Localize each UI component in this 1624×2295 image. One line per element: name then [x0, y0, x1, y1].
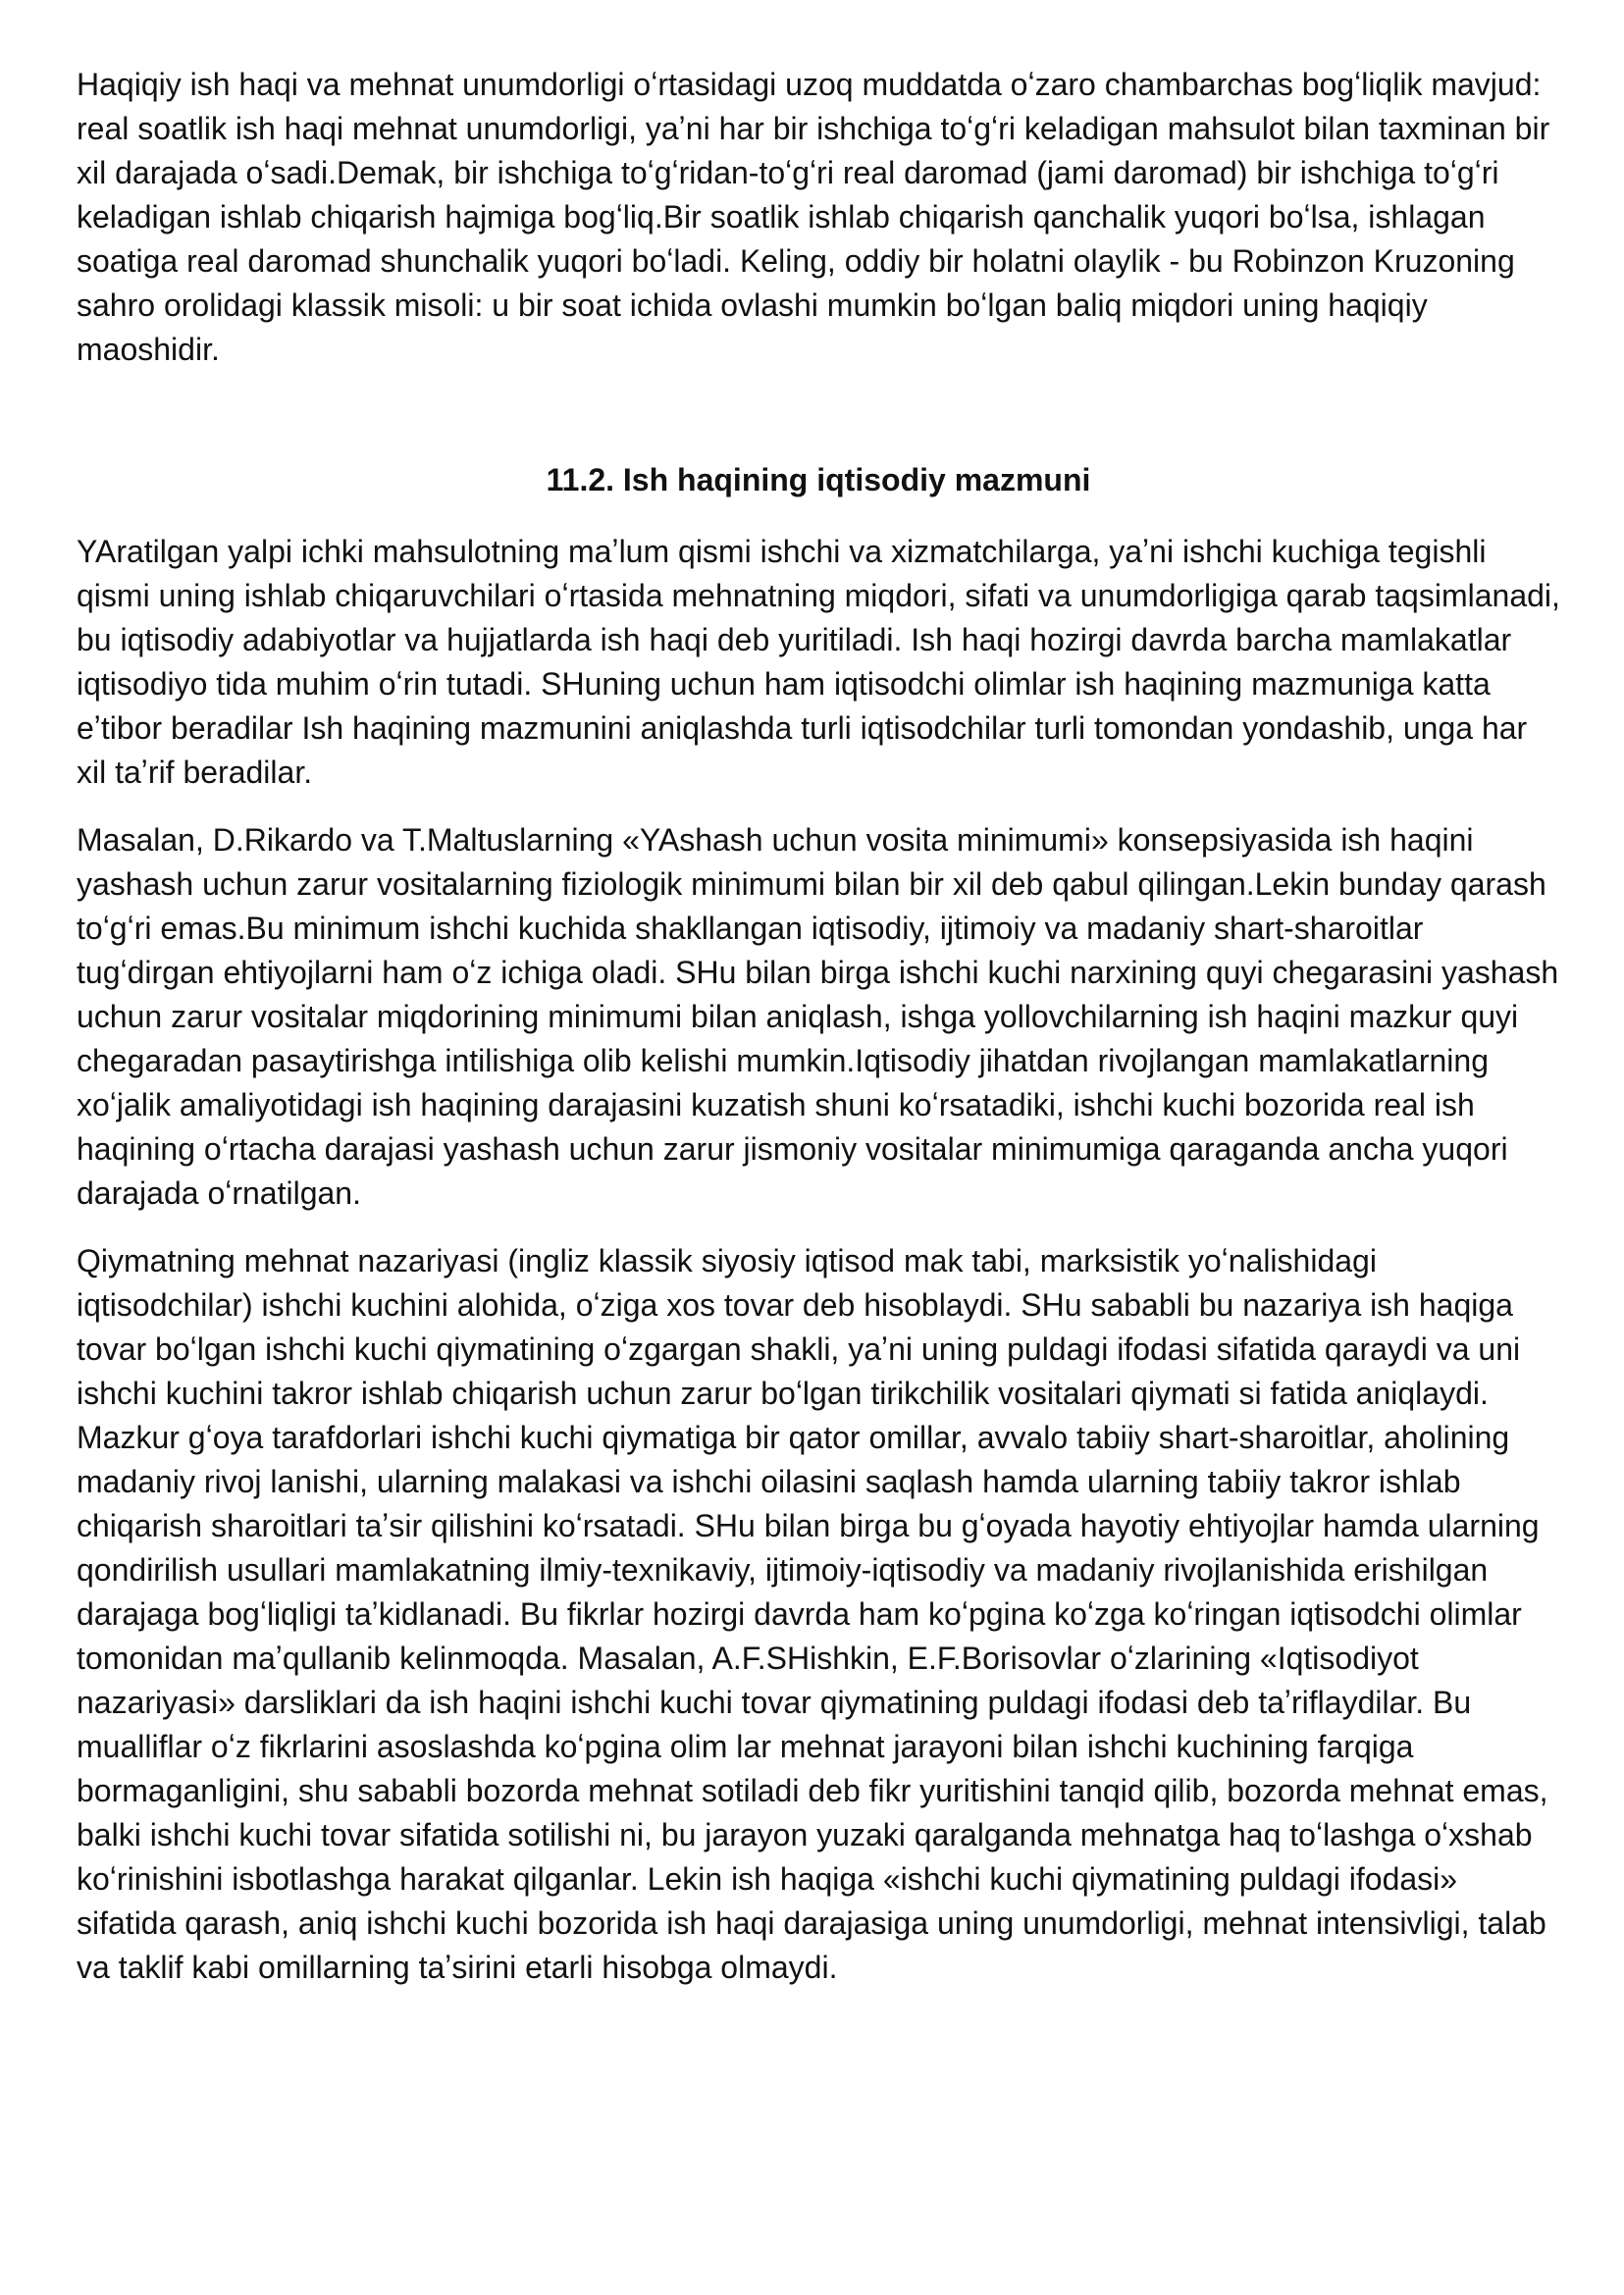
document-page	[77, 63, 1560, 1990]
body-paragraph-1: YAratilgan yalpi ichki mahsulotning maʼlum qismi ishchi va xizmatchilarga, yaʼni ishchi kuchiga tegishli qismi uning ishlab chiqaruvchilari oʻrtasida mehnatning miqdori, sifati va unumdorligiga qarab taqsimlanadi, bu iqtisodiy adabiyotlar va hujjatlarda ish haqi deb yuritiladi. Ish haqi hozirgi davrda barcha mamlakatlar iqtisodiyo tida muhim oʻrin tutadi. SHuning uchun ham iqtisodchi olimlar ish haqining mazmuniga katta eʼtibor beradilar Ish haqining mazmunini aniqlashda turli iqtisodchilar turli tomondan yondashib, unga har xil taʼrif beradilar.	[77, 534, 1560, 790]
body-paragraph-2: Masalan, D.Rikardo va T.Maltuslarning «YAshash uchun vosita minimumi» konsepsiyasida ish haqini yashash uchun zarur vositalarning fiziologik minimumi bilan bir xil deb qabul qilingan.Lekin bunday qarash toʻgʻri emas.Bu minimum ishchi kuchida shakllangan iqtisodiy, ijtimoiy va madaniy shart-sharoitlar tugʻdirgan ehtiyojlarni ham oʻz ichiga oladi. SHu bilan birga ishchi kuchi narxining quyi chegarasini yashash uchun zarur vositalar miqdorining minimumi bilan aniqlash, ishga yollovchilarning ish haqini mazkur quyi chegaradan pasaytirishga intilishiga olib kelishi mumkin.Iqtisodiy jihatdan rivojlangan mamlakatlarning xoʻjalik amaliyotidagi ish haqining darajasini kuzatish shuni koʻrsatadiki, ishchi kuchi bozorida real ish haqining oʻrtacha darajasi yashash uchun zarur jismoniy vositalar minimumiga qaraganda ancha yuqori darajada oʻrnatilgan.	[77, 822, 1559, 1211]
intro-paragraph: Haqiqiy ish haqi va mehnat unumdorligi oʻrtasidagi uzoq muddatda oʻzaro chambarchas bogʻliqlik mavjud: real soatlik ish haqi mehnat unumdorligi, yaʼni har bir ishchiga toʻgʻri keladigan mahsulot bilan taxminan bir xil darajada oʻsadi.Demak, bir ishchiga toʻgʻridan-toʻgʻri real daromad (jami daromad) bir ishchiga toʻgʻri keladigan ishlab chiqarish hajmiga bogʻliq.Bir soatlik ishlab chiqarish qanchalik yuqori boʻlsa, ishlagan soatiga real daromad shunchalik yuqori boʻladi. Keling, oddiy bir holatni olaylik - bu Robinzon Kruzoning sahro orolidagi klassik misoli: u bir soat ichida ovlashi mumkin boʻlgan baliq miqdori uning haqiqiy maoshidir.	[77, 67, 1550, 367]
section-heading: 11.2. Ish haqining iqtisodiy mazmuni	[546, 462, 1091, 497]
body-paragraph-3: Qiymatning mehnat nazariyasi (ingliz klassik siyosiy iqtisod mak tabi, marksistik yoʻnalishidagi iqtisodchilar) ishchi kuchini alohida, oʻziga xos tovar deb hisoblaydi. SHu sababli bu nazariya ish haqiga tovar boʻlgan ishchi kuchi qiymatining oʻzgargan shakli, yaʼni uning puldagi ifodasi sifatida qaraydi va uni ishchi kuchini takror ishlab chiqarish uchun zarur boʻlgan tirikchilik vositalari qiymati si fatida aniqlaydi. Mazkur gʻoya tarafdorlari ishchi kuchi qiymatiga bir qator omillar, avvalo tabiiy shart-sharoitlar, aholining madaniy rivoj lanishi, ularning malakasi va ishchi oilasini saqlash hamda ularning tabiiy takror ishlab chiqarish sharoitlari taʼsir qilishini koʻrsatadi. SHu bilan birga bu gʻoyada hayotiy ehtiyojlar hamda ularning qondirilish usullari mamlakatning ilmiy-texnikaviy, ijtimoiy-iqtisodiy va madaniy rivojlanishida erishilgan darajaga bogʻliqligi taʼkidlanadi. Bu fikrlar hozirgi davrda ham koʻpgina koʻzga koʻringan iqtisodchi olimlar tomonidan maʼqullanib kelinmoqda. Masalan, A.F.SHishkin, E.F.Borisovlar oʻzlarining «Iqtisodiyot nazariyasi» darsliklari da ish haqini ishchi kuchi tovar qiymatining puldagi ifodasi deb taʼriflaydilar. Bu mualliflar oʻz fikrlarini asoslashda koʻpgina olim lar mehnat jarayoni bilan ishchi kuchining farqiga bormaganligini, shu sababli bozorda mehnat sotiladi deb fikr yuritishini tanqid qilib, bozorda mehnat emas, balki ishchi kuchi tovar sifatida sotilishi ni, bu jarayon yuzaki qaralganda mehnatga haq toʻlashga oʻxshab koʻrinishini isbotlashga harakat qilganlar. Lekin ish haqiga «ishchi kuchi qiymatining puldagi ifodasi» sifatida qarash, aniq ishchi kuchi bozorida ish haqi darajasiga uning unumdorligi, mehnat intensivligi, talab va taklif kabi omillarning taʼsirini etarli hisobga olmaydi.	[77, 1243, 1548, 1985]
